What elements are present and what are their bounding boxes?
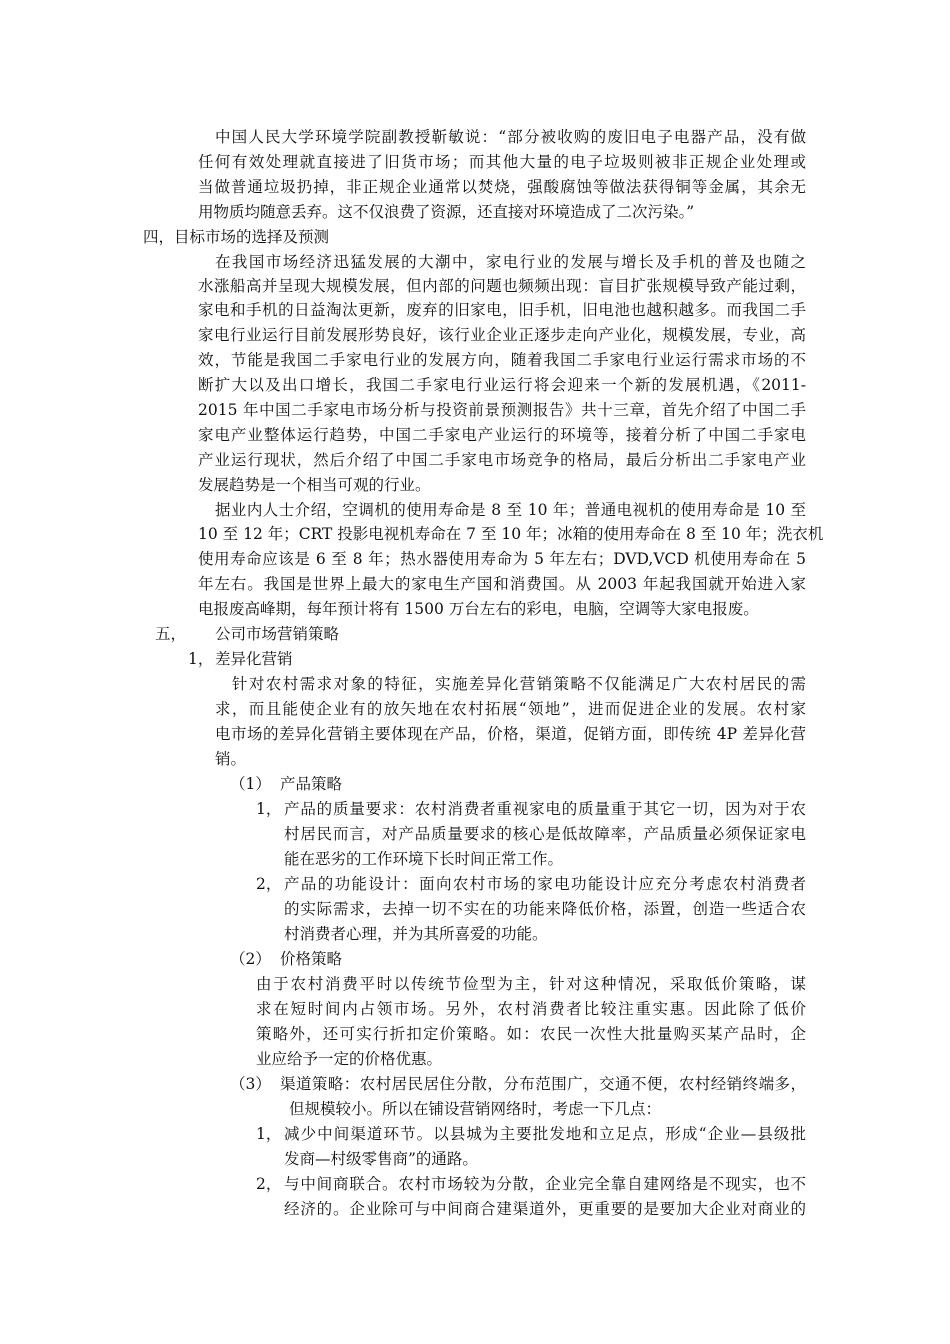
- item-number: 2，: [256, 1175, 282, 1193]
- text-line: 业应给予一定的价格优惠。: [256, 1050, 443, 1068]
- text-line: 针对农村需求对象的特征，实施差异化营销策略不仅能满足广大农村居民的需: [232, 675, 806, 693]
- text-line: 销。: [215, 750, 247, 768]
- section-number: 五，: [155, 625, 187, 643]
- text-line: 经济的。企业除可与中间商合建渠道外，更重要的是要加大企业对商业的: [284, 1200, 806, 1218]
- text-line: 据业内人士介绍，空调机的使用寿命是 8 至 10 年；普通电视机的使用寿命是 10 至: [215, 501, 806, 519]
- item-number: 1，: [256, 800, 282, 818]
- section-title: 公司市场营销策略: [215, 625, 340, 643]
- text-line: 村消费者心理，并为其所喜爱的功能。: [284, 925, 548, 943]
- sub-title: 价格策略: [280, 950, 343, 968]
- text-line: 村居民而言，对产品质量要求的核心是低故障率，产品质量必须保证家电: [284, 825, 806, 843]
- text-line: 由于农村消费平时以传统节俭型为主，针对这种情况，采取低价策略，谋: [256, 975, 806, 993]
- text-line: 水涨船高并呈现大规模发展，但内部的问题也频频出现：盲目扩张规模导致产能过剩，: [198, 277, 806, 295]
- text-line: 任何有效处理就直接进了旧货市场；而其他大量的电子垃圾则被非正规企业处理或: [198, 153, 806, 171]
- text-line: 使用寿命应该是 6 至 8 年；热水器使用寿命为 5 年左右；DVD,VCD 机使用寿命在 5: [198, 550, 806, 568]
- sub-number: （2）: [230, 950, 271, 968]
- text-line: 当做普通垃圾扔掉，非正规企业通常以焚烧，强酸腐蚀等做法获得铜等金属，其余无: [198, 178, 806, 196]
- text-line: 产业运行现状，然后介绍了中国二手家电市场竞争的格局，最后分析出二手家电产业: [198, 451, 806, 469]
- text-line: 减少中间渠道环节。以县城为主要批发地和立足点，形成“企业—县级批: [284, 1125, 806, 1143]
- text-line: 电市场的差异化营销主要体现在产品，价格，渠道，促销方面，即传统 4P 差异化营: [215, 725, 806, 743]
- text-line: 产品的质量要求：农村消费者重视家电的质量重于其它一切，因为对于农: [284, 800, 806, 818]
- text-line: 电报废高峰期，每年预计将有 1500 万台左右的彩电，电脑，空调等大家电报废。: [198, 600, 759, 618]
- item-number: 1，: [188, 650, 214, 668]
- text-line: 用物质均随意丢弃。这不仅浪费了资源，还直接对环境造成了二次污染。”: [198, 203, 695, 221]
- text-line: 10 至 12 年；CRT 投影电视机寿命在 7 至 10 年；冰箱的使用寿命在 8 至 10 年；洗衣机: [198, 525, 824, 543]
- item-title: 差异化营销: [215, 650, 293, 668]
- text-line: 中国人民大学环境学院副教授靳敏说：“部分被收购的废旧电子电器产品，没有做: [215, 128, 806, 146]
- text-line: 年左右。我国是世界上最大的家电生产国和消费国。从 2003 年起我国就开始进入家: [198, 575, 806, 593]
- text-line: 家电和手机的日益淘汰更新，废弃的旧家电，旧手机，旧电池也越积越多。而我国二手: [198, 301, 806, 319]
- text-line: 策略外，还可实行折扣定价策略。如：农民一次性大批量购买某产品时，企: [256, 1025, 806, 1043]
- text-line: 断扩大以及出口增长，我国二手家电行业运行将会迎来一个新的发展机遇，《2011-: [198, 376, 806, 394]
- text-line: 在我国市场经济迅猛发展的大潮中，家电行业的发展与增长及手机的普及也随之: [215, 253, 806, 271]
- text-line: 求在短时间内占领市场。另外，农村消费者比较注重实惠。因此除了低价: [256, 1000, 806, 1018]
- text-line: 家电产业整体运行趋势，中国二手家电产业运行的环境等，接着分析了中国二手家电: [198, 426, 806, 444]
- section-heading: 四，目标市场的选择及预测: [143, 228, 330, 246]
- text-line: 但规模较小。所以在铺设营销网络时，考虑一下几点：: [289, 1100, 662, 1118]
- sub-number: （3）: [230, 1075, 271, 1093]
- text-line: 发展趋势是一个相当可观的行业。: [198, 476, 431, 494]
- text-line: 求，而且能使企业有的放矢地在农村拓展“领地”，进而促进企业的发展。农村家: [215, 700, 806, 718]
- item-number: 1，: [256, 1125, 282, 1143]
- text-line: 渠道策略：农村居民居住分散，分布范围广，交通不便，农村经销终端多，: [280, 1075, 806, 1093]
- text-line: 的实际需求，去掉一切不实在的功能来降低价格，添置，创造一些适合农: [284, 900, 806, 918]
- sub-number: （1）: [230, 775, 271, 793]
- text-line: 与中间商联合。农村市场较为分散，企业完全靠自建网络是不现实，也不: [284, 1175, 806, 1193]
- text-line: 能在恶劣的工作环境下长时间正常工作。: [284, 850, 564, 868]
- item-number: 2，: [256, 875, 282, 893]
- text-line: 发商—村级零售商”的通路。: [284, 1150, 478, 1168]
- text-line: 2015 年中国二手家电市场分析与投资前景预测报告》共十三章，首先介绍了中国二手: [198, 401, 806, 419]
- sub-title: 产品策略: [280, 775, 343, 793]
- text-line: 产品的功能设计：面向农村市场的家电功能设计应充分考虑农村消费者: [284, 875, 806, 893]
- text-line: 效，节能是我国二手家电行业的发展方向，随着我国二手家电行业运行需求市场的不: [198, 351, 806, 369]
- text-line: 家电行业运行目前发展形势良好，该行业企业正逐步走向产业化，规模发展，专业，高: [198, 326, 806, 344]
